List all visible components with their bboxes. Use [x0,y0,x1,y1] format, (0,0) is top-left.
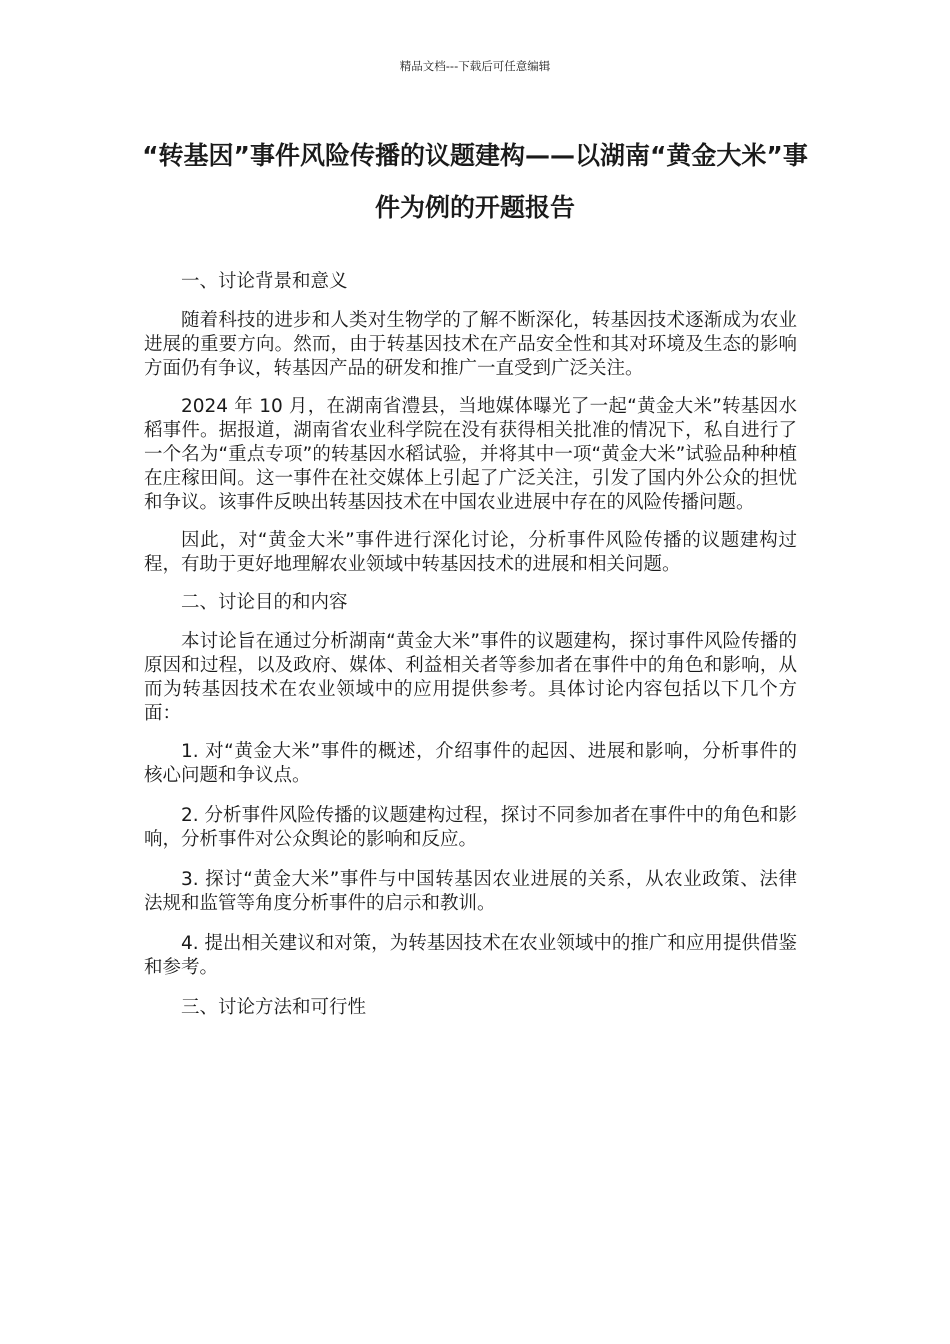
paragraph-background-3: 因此，对“黄金大米”事件进行深化讨论，分析事件风险传播的议题建构过程，有助于更好地理解农业领域中转基因技术的进展和相关问题。 [144,530,797,575]
list-item-2: 2. 分析事件风险传播的议题建构过程，探讨不同参加者在事件中的角色和影响，分析事件对公众舆论的影响和反应。 [144,805,797,850]
paragraph-background-1: 随着科技的进步和人类对生物学的了解不断深化，转基因技术逐渐成为农业进展的重要方向。然而，由于转基因技术在产品安全性和其对环境及生态的影响方面仍有争议，转基因产品的研发和推广一直受到广泛关注。 [144,310,797,379]
document-title: “转基因”事件风险传播的议题建构——以湖南“黄金大米”事件为例的开题报告 [142,141,808,222]
paragraph-background-2: 2024 年 10 月，在湖南省澧县，当地媒体曝光了一起“黄金大米”转基因水稻事件。据报道，湖南省农业科学院在没有获得相关批准的情况下，私自进行了一个名为“重点专项”的转基因水稻试验，并将其中一项“黄金大米”试验品种种植在庄稼田间。这一事件在社交媒体上引起了广泛关注，引发了国内外公众的担忧和争议。该事件反映出转基因技术在中国农业进展中存在的风险传播问题。 [144,396,797,513]
section-heading-objectives: 二、讨论目的和内容 [181,592,348,613]
list-item-3: 3. 探讨“黄金大米”事件与中国转基因农业进展的关系，从农业政策、法律法规和监管等角度分析事件的启示和教训。 [144,869,797,914]
paragraph-objectives-intro: 本讨论旨在通过分析湖南“黄金大米”事件的议题建构，探讨事件风险传播的原因和过程，以及政府、媒体、利益相关者等参加者在事件中的角色和影响，从而为转基因技术在农业领域中的应用提供参考。具体讨论内容包括以下几个方面： [144,631,797,724]
page-header: 精品文档---下载后可任意编辑 [399,59,551,73]
list-item-4: 4. 提出相关建议和对策，为转基因技术在农业领域中的推广和应用提供借鉴和参考。 [144,933,797,978]
document-body [144,270,797,1035]
section-heading-methods: 三、讨论方法和可行性 [181,997,367,1018]
list-item-1: 1. 对“黄金大米”事件的概述，介绍事件的起因、进展和影响，分析事件的核心问题和争议点。 [144,741,797,786]
section-heading-background: 一、讨论背景和意义 [181,271,348,292]
